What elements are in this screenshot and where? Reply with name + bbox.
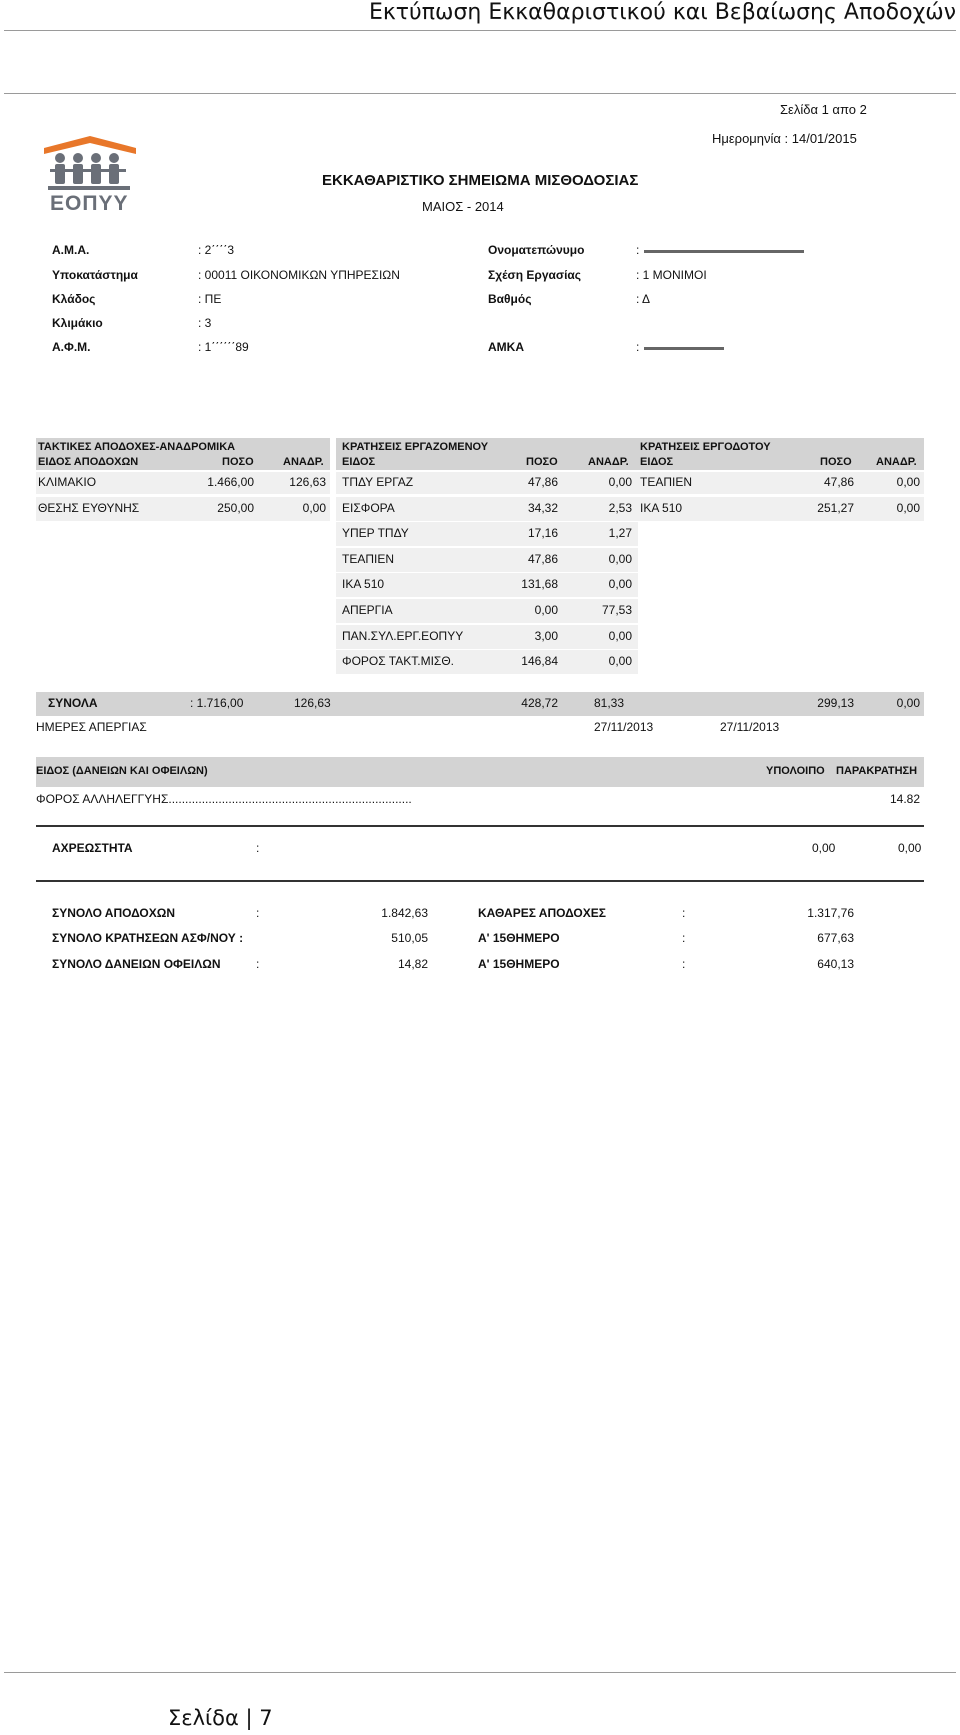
page-header-title: Εκτύπωση Εκκαθαριστικού και Βεβαίωσης Αποδοχών <box>368 0 956 25</box>
cell: 0,00 <box>896 475 920 489</box>
cell: ΦΟΡΟΣ ΤΑΚΤ.ΜΙΣΘ. <box>342 654 454 668</box>
cell: 3,00 <box>534 629 558 643</box>
cell: 77,53 <box>601 603 632 617</box>
cell: 0,00 <box>608 629 632 643</box>
logo-text: ΕΟΠΥΥ <box>50 192 129 215</box>
info-label: Α.Φ.Μ. <box>52 340 91 354</box>
cell: 0,00 <box>608 654 632 668</box>
debt-value: 0,00 <box>812 841 836 855</box>
summary-label: ΣΥΝΟΛΟ ΔΑΝΕΙΩΝ ΟΦΕΙΛΩΝ <box>52 957 221 971</box>
totals-employee-amount: 428,72 <box>521 696 558 710</box>
cell: ΚΛΙΜΑΚΙΟ <box>38 475 97 489</box>
cell: 47,86 <box>527 475 558 489</box>
summary-value: 14,82 <box>397 957 428 971</box>
col-header: ΠΟΣΟ <box>222 456 254 468</box>
totals-earn-retro: 126,63 <box>294 696 331 710</box>
totals-employer-amount: 299,13 <box>817 696 854 710</box>
summary-value: 1.842,63 <box>381 906 428 920</box>
info-label: Σχέση Εργασίας <box>488 268 582 282</box>
cell: ΘΕΣΗΣ ΕΥΘΥΝΗΣ <box>38 501 140 515</box>
cell: 0,00 <box>608 577 632 591</box>
strike-date: 27/11/2013 <box>594 720 654 734</box>
info-value: : Δ <box>636 292 651 306</box>
debt-value: 0,00 <box>898 841 922 855</box>
document-title: ΕΚΚΑΘΑΡΙΣΤΙΚΟ ΣΗΜΕΙΩΜΑ ΜΙΣΘΟΔΟΣΙΑΣ <box>322 172 639 189</box>
summary-label: ΣΥΝΟΛΟ ΑΠΟΔΟΧΩΝ <box>52 906 176 920</box>
summary-colon: : <box>256 906 260 920</box>
table-title: ΚΡΑΤΗΣΕΙΣ ΕΡΓΟΔΟΤΟΥ <box>640 441 771 453</box>
col-header: ΠΟΣΟ <box>526 456 558 468</box>
info-value: : <box>636 243 640 257</box>
summary-colon: : <box>682 931 686 945</box>
totals-employee-retro: 81,33 <box>594 696 625 710</box>
info-label: Ονοματεπώνυμο <box>488 243 585 257</box>
debt-label: ΑΧΡΕΩΣΤΗΤΑ <box>52 841 133 855</box>
info-value: : <box>636 340 640 354</box>
summary-colon: : <box>682 906 686 920</box>
info-value: : 1 ΜΟΝΙΜΟΙ <box>636 268 707 282</box>
col-header: ΑΝΑΔΡ. <box>588 456 629 468</box>
table-title: ΚΡΑΤΗΣΕΙΣ ΕΡΓΑΖΟΜΕΝΟΥ <box>342 441 489 453</box>
summary-label: ΣΥΝΟΛΟ ΚΡΑΤΗΣΕΩΝ ΑΣΦ/ΝΟΥ : <box>52 931 244 945</box>
totals-label: ΣΥΝΟΛΑ <box>48 696 98 710</box>
page-info: Σελίδα 1 απο 2 <box>780 102 867 117</box>
cell: ΤΕΑΠΙΕΝ <box>342 552 395 566</box>
divider <box>36 880 924 882</box>
strike-days-label: ΗΜΕΡΕΣ ΑΠΕΡΓΙΑΣ <box>36 720 147 734</box>
cell: 47,86 <box>527 552 558 566</box>
summary-value: 510,05 <box>391 931 428 945</box>
summary-label: Α' 15ΘΗΜΕΡΟ <box>478 957 560 971</box>
info-value: : 1΄΄΄΄΄΄89 <box>198 340 249 354</box>
cell: 17,16 <box>527 526 558 540</box>
document-period: ΜΑΙΟΣ - 2014 <box>422 199 504 214</box>
col-header: ΕΙΔΟΣ <box>640 456 674 468</box>
cell: 1,27 <box>608 526 632 540</box>
summary-value: 640,13 <box>817 957 854 971</box>
logo-people-icon <box>40 134 140 194</box>
summary-label: ΚΑΘΑΡΕΣ ΑΠΟΔΟΧΕΣ <box>478 906 606 920</box>
summary-value: 1.317,76 <box>807 906 854 920</box>
divider <box>36 825 924 827</box>
col-header: ΕΙΔΟΣ <box>342 456 376 468</box>
header-rule <box>4 30 956 31</box>
info-value: : 3 <box>198 316 212 330</box>
cell: 0,00 <box>534 603 558 617</box>
cell: ΥΠΕΡ ΤΠΔΥ <box>342 526 409 540</box>
cell: 47,86 <box>823 475 854 489</box>
col-header: ΕΙΔΟΣ ΑΠΟΔΟΧΩΝ <box>38 456 139 468</box>
loan-item-value: 14.82 <box>890 792 921 806</box>
info-value: : ΠΕ <box>198 292 222 306</box>
cell: 251,27 <box>817 501 854 515</box>
cell: 34,32 <box>527 501 558 515</box>
debt-colon: : <box>256 841 260 855</box>
summary-value: 677,63 <box>817 931 854 945</box>
loans-deduction-header: ΠΑΡΑΚΡΑΤΗΣΗ <box>836 765 918 777</box>
col-header: ΑΝΑΔΡ. <box>283 456 324 468</box>
cell: 126,63 <box>289 475 326 489</box>
cell: ΑΠΕΡΓΙΑ <box>342 603 393 617</box>
cell: 131,68 <box>521 577 558 591</box>
cell: 1.466,00 <box>207 475 254 489</box>
loans-header: ΕΙΔΟΣ (ΔΑΝΕΙΩΝ ΚΑΙ ΟΦΕΙΛΩΝ) <box>36 765 208 777</box>
info-label: Α.Μ.Α. <box>52 243 90 257</box>
strike-date: 27/11/2013 <box>720 720 780 734</box>
info-label: Κλιμάκιο <box>52 316 103 330</box>
cell: 146,84 <box>521 654 558 668</box>
cell: 0,00 <box>608 475 632 489</box>
totals-employer-retro: 0,00 <box>896 696 920 710</box>
redacted-amka <box>644 347 724 350</box>
cell: 250,00 <box>217 501 254 515</box>
cell: 2,53 <box>608 501 632 515</box>
cell: 0,00 <box>302 501 326 515</box>
loan-item: ΦΟΡΟΣ ΑΛΛΗΛΕΓΓΥΗΣ......................................................................... <box>36 792 412 806</box>
cell: ΙΚΑ 510 <box>640 501 683 515</box>
info-label: Υποκατάστημα <box>52 268 138 282</box>
info-value: : 00011 ΟΙΚΟΝΟΜΙΚΩΝ ΥΠΗΡΕΣΙΩΝ <box>198 268 400 282</box>
print-date: Ημερομηνία : 14/01/2015 <box>712 131 857 146</box>
cell: ΠΑΝ.ΣΥΛ.ΕΡΓ.ΕΟΠΥΥ <box>342 629 464 643</box>
totals-earn-amount: : 1.716,00 <box>190 696 244 710</box>
table-title: ΤΑΚΤΙΚΕΣ ΑΠΟΔΟΧΕΣ-ΑΝΑΔΡΟΜΙΚΑ <box>38 441 236 453</box>
col-header: ΠΟΣΟ <box>820 456 852 468</box>
cell: ΤΕΑΠΙΕΝ <box>640 475 693 489</box>
cell: 0,00 <box>896 501 920 515</box>
info-label: ΑΜΚΑ <box>488 340 524 354</box>
cell: ΕΙΣΦΟΡΑ <box>342 501 395 515</box>
info-label: Βαθμός <box>488 292 532 306</box>
document-top-rule <box>4 93 956 94</box>
info-value: : 2΄΄΄΄3 <box>198 243 234 257</box>
summary-colon: : <box>256 957 260 971</box>
cell: ΙΚΑ 510 <box>342 577 385 591</box>
info-label: Κλάδος <box>52 292 96 306</box>
footer-rule <box>4 1672 956 1673</box>
col-header: ΑΝΑΔΡ. <box>876 456 917 468</box>
loans-balance-header: ΥΠΟΛΟΙΠΟ <box>766 765 825 777</box>
cell: 0,00 <box>608 552 632 566</box>
summary-label: Α' 15ΘΗΜΕΡΟ <box>478 931 560 945</box>
page-number: Σελίδα | 7 <box>168 1706 273 1730</box>
redacted-name <box>644 250 804 253</box>
cell: ΤΠΔΥ ΕΡΓΑΖ <box>342 475 414 489</box>
summary-colon: : <box>682 957 686 971</box>
